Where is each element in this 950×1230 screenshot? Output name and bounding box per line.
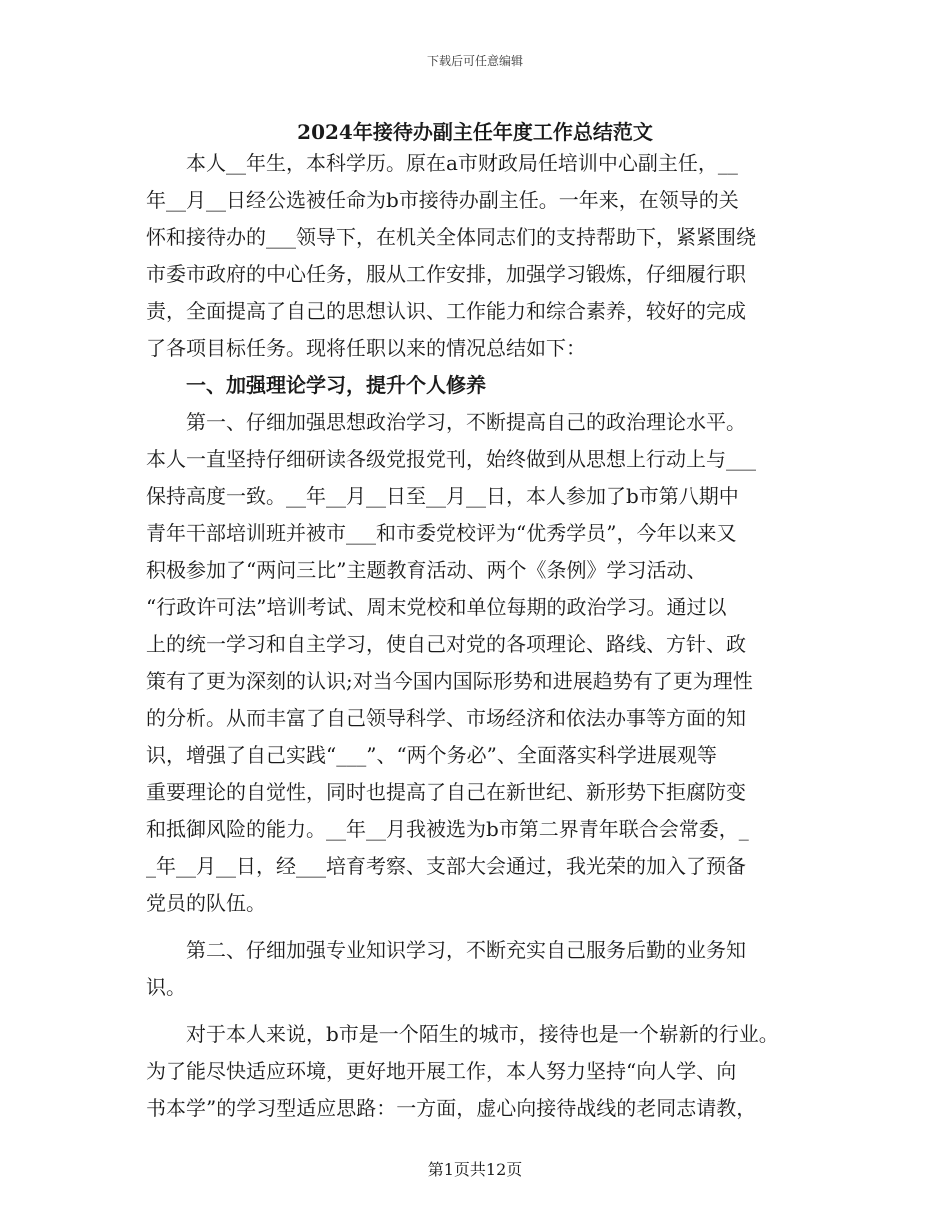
paragraph-line: 市委市政府的中心任务，服从工作安排，加强学习锻炼，仔细履行职 (146, 262, 746, 286)
paragraph-line: 重要理论的自觉性，同时也提高了自己在新世纪、新形势下拒腐防变 (146, 780, 746, 804)
paragraph-line: 年__月__日经公选被任命为b市接待办副主任。一年来，在领导的关 (146, 188, 739, 212)
paragraph-gap (146, 1006, 816, 1016)
paragraph-line: 怀和接待办的___领导下，在机关全体同志们的支持帮助下，紧紧围绕 (146, 225, 756, 249)
paragraph-line: 了各项目标任务。现将任职以来的情况总结如下： (146, 336, 586, 360)
paragraph-line: 本人__年生，本科学历。原在a市财政局任培训中心副主任，__ (146, 151, 738, 175)
paragraph-line: 党员的队伍。 (146, 891, 266, 915)
paragraph-line: 的分析。从而丰富了自己领导科学、市场经济和依法办事等方面的知 (146, 706, 746, 730)
page-title: 2024年接待办副主任年度工作总结范文 (297, 120, 653, 144)
paragraph-line: 策有了更为深刻的认识;对当今国内国际形势和进展趋势有了更为理性 (146, 669, 753, 693)
paragraph-line: 为了能尽快适应环境，更好地开展工作，本人努力坚持“向人学、向 (146, 1059, 737, 1083)
header-note: 下载后可任意编辑 (426, 54, 523, 68)
body-text (146, 145, 816, 1127)
paragraph-line: “行政许可法”培训考试、周末党校和单位每期的政治学习。通过以 (146, 595, 727, 619)
paragraph-line: 责，全面提高了自己的思想认识、工作能力和综合素养，较好的完成 (146, 299, 746, 323)
paragraph-line: 对于本人来说，b市是一个陌生的城市，接待也是一个崭新的行业。 (146, 1022, 779, 1046)
paragraph-line: _年__月__日，经___培育考察、支部大会通过，我光荣的加入了预备 (146, 854, 746, 878)
paragraph-line: 上的统一学习和自主学习，使自己对党的各项理论、路线、方针、政 (146, 632, 746, 656)
paragraph-line: 本人一直坚持仔细研读各级党报党刊，始终做到从思想上行动上与___ (146, 447, 756, 471)
page-footer: 第1页共12页 (427, 1160, 523, 1179)
paragraph-line: 和抵御风险的能力。__年__月我被选为b市第二界青年联合会常委，_ (146, 817, 749, 841)
paragraph-line: 识，增强了自己实践“___”、“两个务必”、全面落实科学进展观等 (146, 743, 717, 767)
paragraph-line: 识。 (146, 975, 186, 999)
paragraph-line: 积极参加了“两问三比”主题教育活动、两个《条例》学习活动、 (146, 558, 707, 582)
section-heading: 一、加强理论学习，提升个人修养 (146, 373, 486, 397)
paragraph-line: 第一、仔细加强思想政治学习，不断提高自己的政治理论水平。 (146, 410, 746, 434)
paragraph-gap (146, 922, 816, 932)
paragraph-line: 保持高度一致。__年__月__日至__月__日，本人参加了b市第八期中 (146, 484, 739, 508)
paragraph-line: 青年干部培训班并被市___和市委党校评为“优秀学员”，今年以来又 (146, 521, 737, 545)
paragraph-line: 书本学”的学习型适应思路：一方面，虚心向接待战线的老同志请教， (146, 1096, 757, 1120)
paragraph-line: 第二、仔细加强专业知识学习，不断充实自己服务后勤的业务知 (146, 938, 746, 962)
